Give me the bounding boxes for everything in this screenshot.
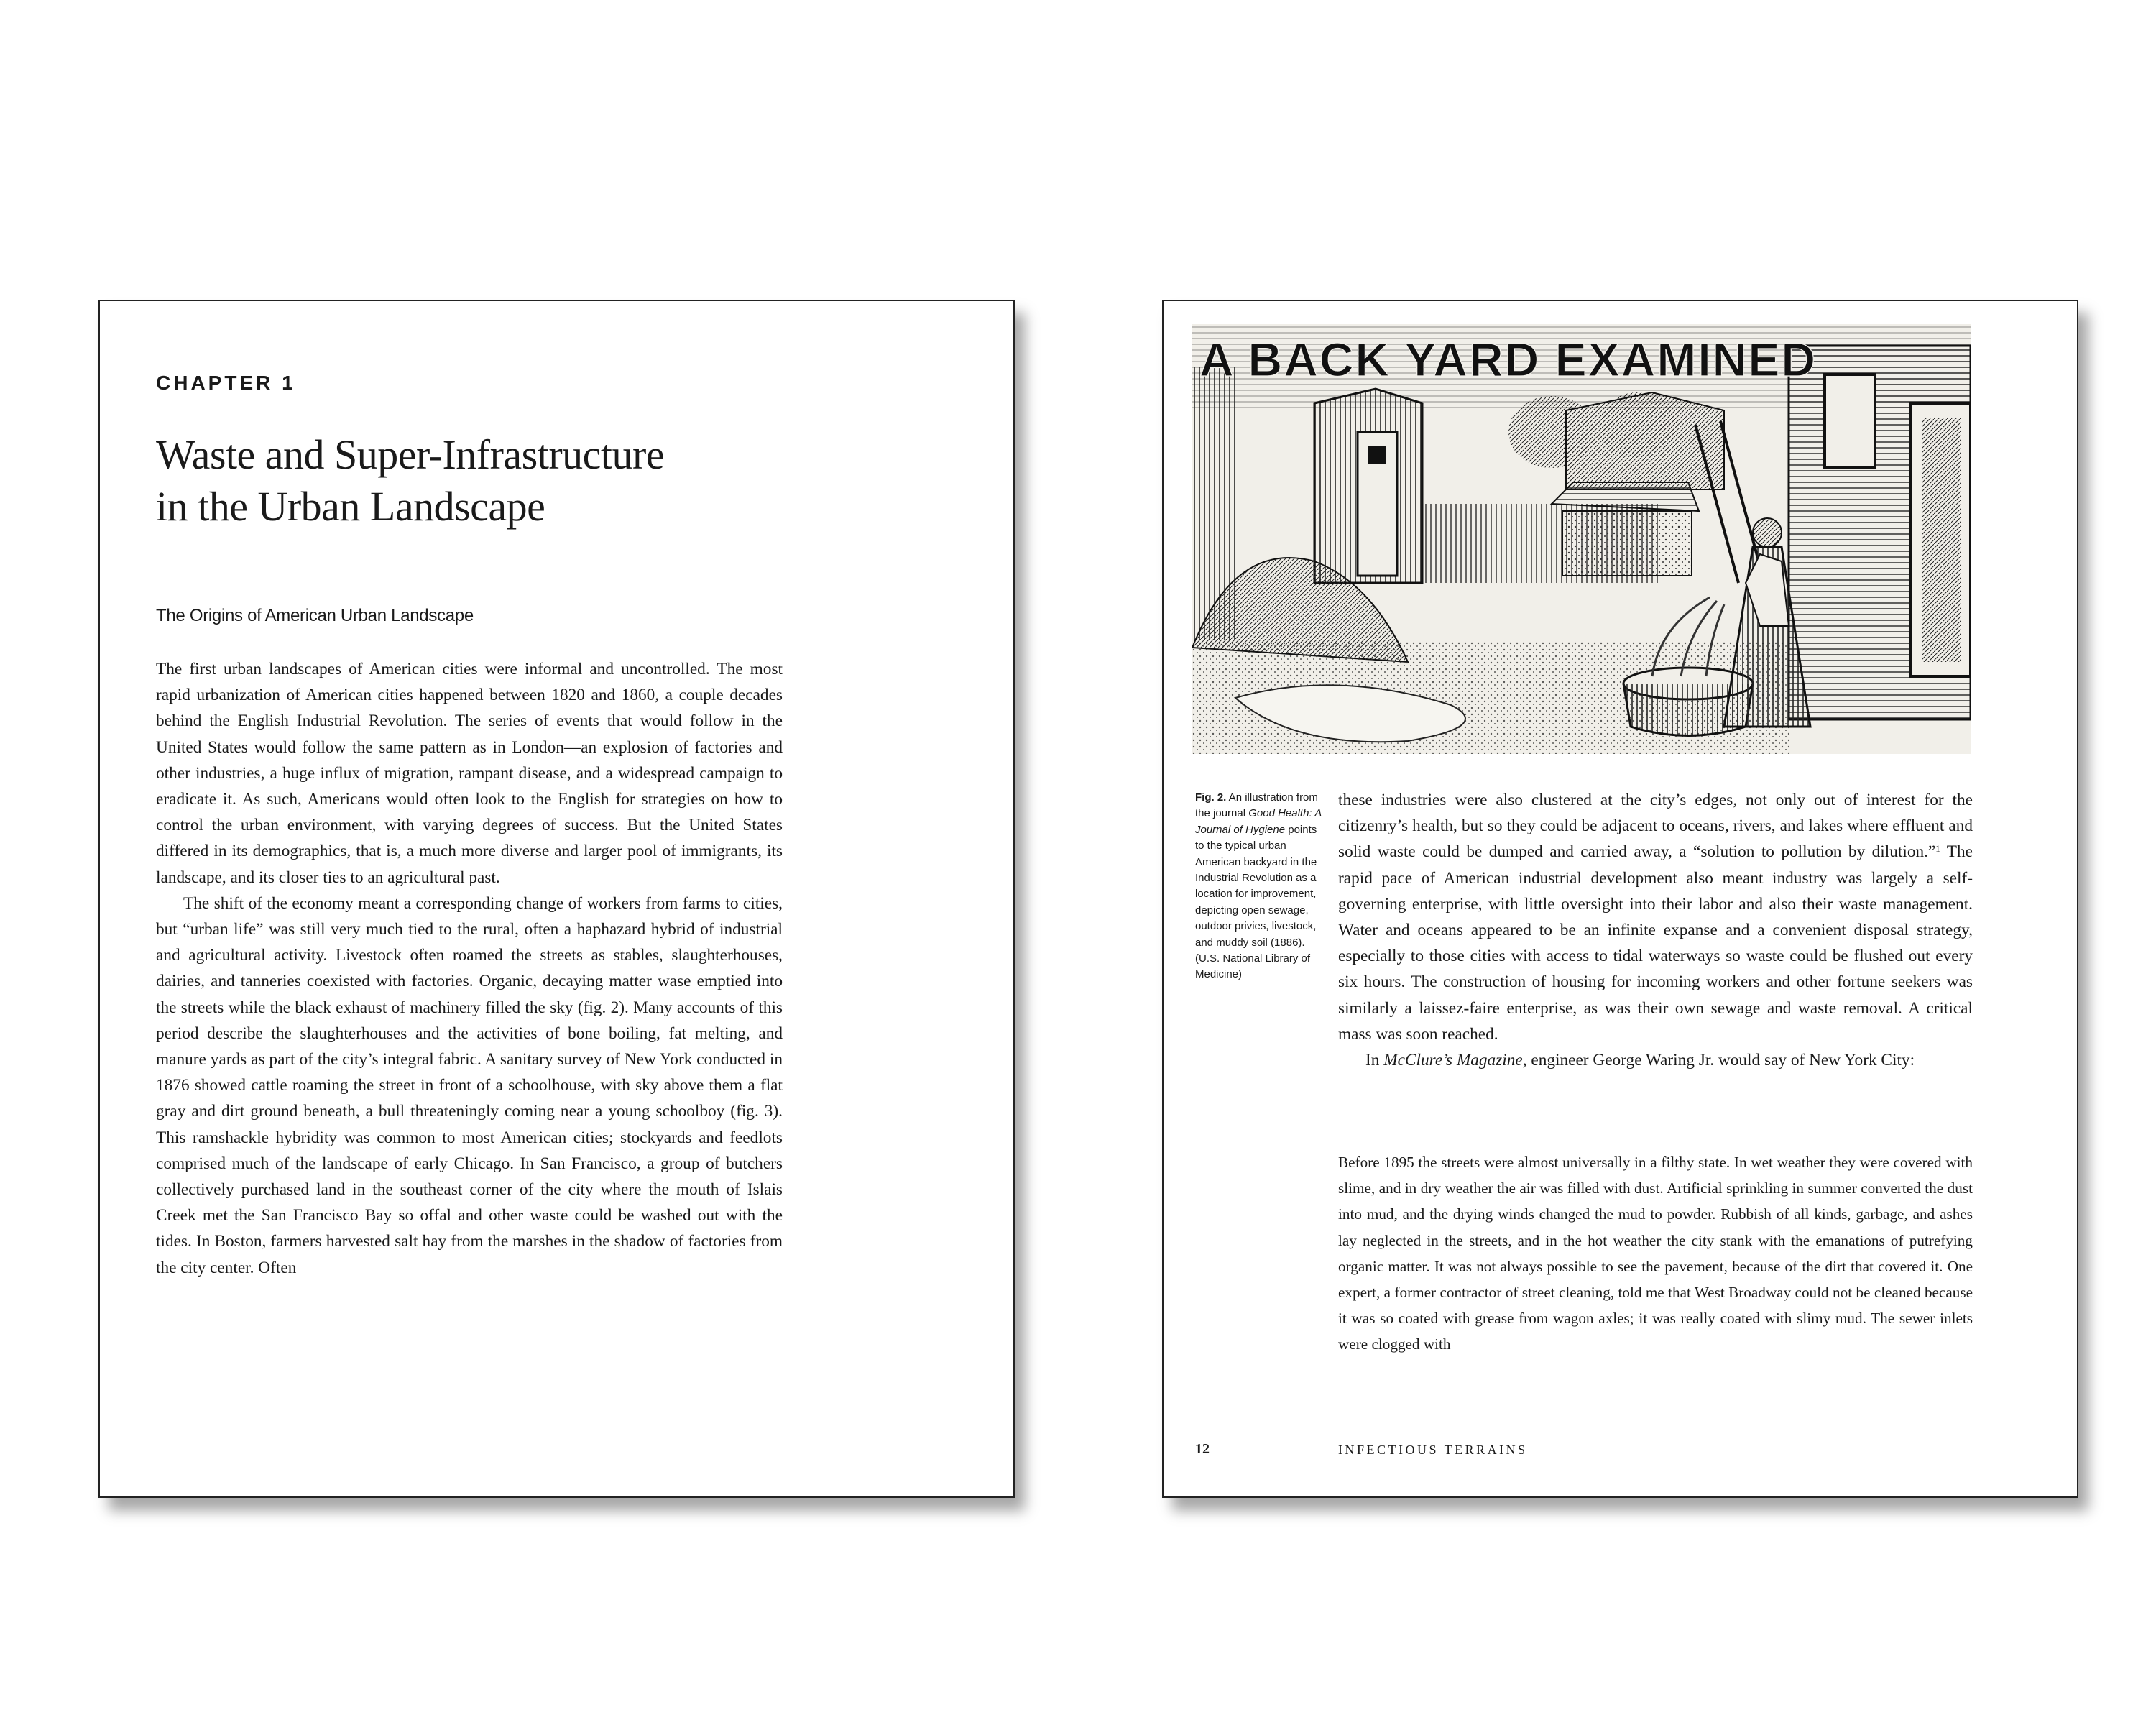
right-page xyxy=(1162,300,2078,1498)
paragraph-text: engineer George Waring Jr. would say of New York City: xyxy=(1526,1051,1915,1070)
figure-caption xyxy=(1195,790,1325,983)
back-yard-engraving xyxy=(1192,324,1971,754)
section-heading: The Origins of American Urban Landscape xyxy=(156,606,474,625)
paragraph: The shift of the economy meant a corresponding change of workers from farms to cities, but “urban life” was still very much tied to the rural, often a haphazard hybrid of industrial and agricultural activity. Livestock often roamed the streets as stables, slaughterhouses, dairies, and tanneries coexisted with factories. Organic, decaying matter wase emptied into the streets while the black exhaust of machinery filled the sky (fig. 2). Many accounts of this period describe the slaughterhouses and the activities of bone boiling, fat melting, and manure yards as part of the city’s integral fabric. A sanitary survey of New York conducted in 1876 showed cattle roaming the street in front of a schoolhouse, with sky above them a flat gray and dirt ground beneath, a bull threateningly coming near a young schoolboy (fig. 3). This ramshackle hybridity was common to most American cities; stockyards and feedlots comprised much of the landscape of early Chicago. In San Francisco, a group of butchers collectively purchased land in the southeast corner of the city where the mouth of Islais Creek met the San Francisco Bay so offal and other waste could be washed out with the tides. In Boston, farmers harvested salt hay from the marshes in the shadow of factories from the city center. Often xyxy=(156,893,783,1277)
paragraph xyxy=(1338,787,1973,1047)
paragraph-intro: In xyxy=(1365,1051,1384,1070)
left-body-text xyxy=(156,656,783,1281)
left-page xyxy=(98,300,1015,1498)
paragraph-text: these industries were also clustered at the city’s edges, not only out of interest for the citizenry’s health, but so they could be adjacent to oceans, rivers, and lakes where effluent and solid waste could be dumped and carried away, a “solution to pollution by dilution.” xyxy=(1338,791,1973,862)
caption-text: An illustration from the journal xyxy=(1195,791,1318,820)
figure-title: A BACK YARD EXAMINED xyxy=(1199,333,1818,386)
footnote-reference: 1 xyxy=(1935,843,1940,855)
right-body-text xyxy=(1338,787,1973,1073)
paragraph xyxy=(1338,1047,1973,1073)
caption-figure-label: Fig. 2. xyxy=(1195,791,1227,804)
paragraph: The first urban landscapes of American cities were informal and uncontrolled. The most rapid urbanization of American cities happened between 1820 and 1860, a couple decades behind the English Industrial Revolution. The series of events that would follow in the United States would follow the same pattern as in London—an explosion of factories and other industries, a huge influx of migration, rampant disease, and a widespread campaign to eradicate it. As such, Americans would often look to the English for strategies on how to control the urban environment, with varying degrees of success. But the United States differed in its demographics, that is, a much more diverse and larger pool of immigrants, its landscape, and its closer ties to an agricultural past. xyxy=(156,660,783,887)
chapter-label: CHAPTER 1 xyxy=(156,372,296,394)
page-number: 12 xyxy=(1195,1441,1210,1457)
magazine-title: McClure’s Magazine, xyxy=(1383,1051,1527,1070)
chapter-title xyxy=(156,429,875,533)
block-quote: Before 1895 the streets were almost universally in a filthy state. In wet weather they were covered with slime, and in dry weather the air was filled with dust. Artificial sprinkling in summer converted the dust into mud, and the drying winds changed the mud to powder. Rubbish of all kinds, garbage, and ashes lay neglected in the streets, and in the hot weather the city stank with the emanations of putrefying organic matter. It was not always possible to see the pavement, because of the dirt that covered it. One expert, a former contractor of street cleaning, told me that West Broadway could not be cleaned because it was so coated with grease from wagon axles; it was really coated with slimy mud. The sewer inlets were clogged with xyxy=(1338,1154,1973,1353)
chapter-title-line-2: in the Urban Landscape xyxy=(156,483,545,530)
caption-text-rest: points to the typical urban American backyard in the Industrial Revolution as a location for improvement, depicting open sewage, outdoor privies, livestock, and muddy soil (1886). (U.S. National Library of Medicine) xyxy=(1195,823,1317,981)
paragraph-text-rest: The rapid pace of American industrial development also meant industry was largely a self-governing enterprise, with little oversight into their labor and also their waste management. Water and oceans appeared to be an infinite expanse and a convenient disposal strategy, especially to those cities with access to tidal waterways so waste could be flushed out every six hours. The construction of housing for incoming workers and other fortune seekers was similarly a laissez-faire enterprise, as was their own sewage and waste removal. A critical mass was soon reached. xyxy=(1338,842,1973,1044)
running-head: INFECTIOUS TERRAINS xyxy=(1338,1443,1528,1457)
figure-illustration xyxy=(1192,324,1971,754)
caption-journal-title: Good Health: A Journal of Hygiene xyxy=(1195,807,1322,836)
chapter-title-line-1: Waste and Super-Infrastructure xyxy=(156,431,665,478)
